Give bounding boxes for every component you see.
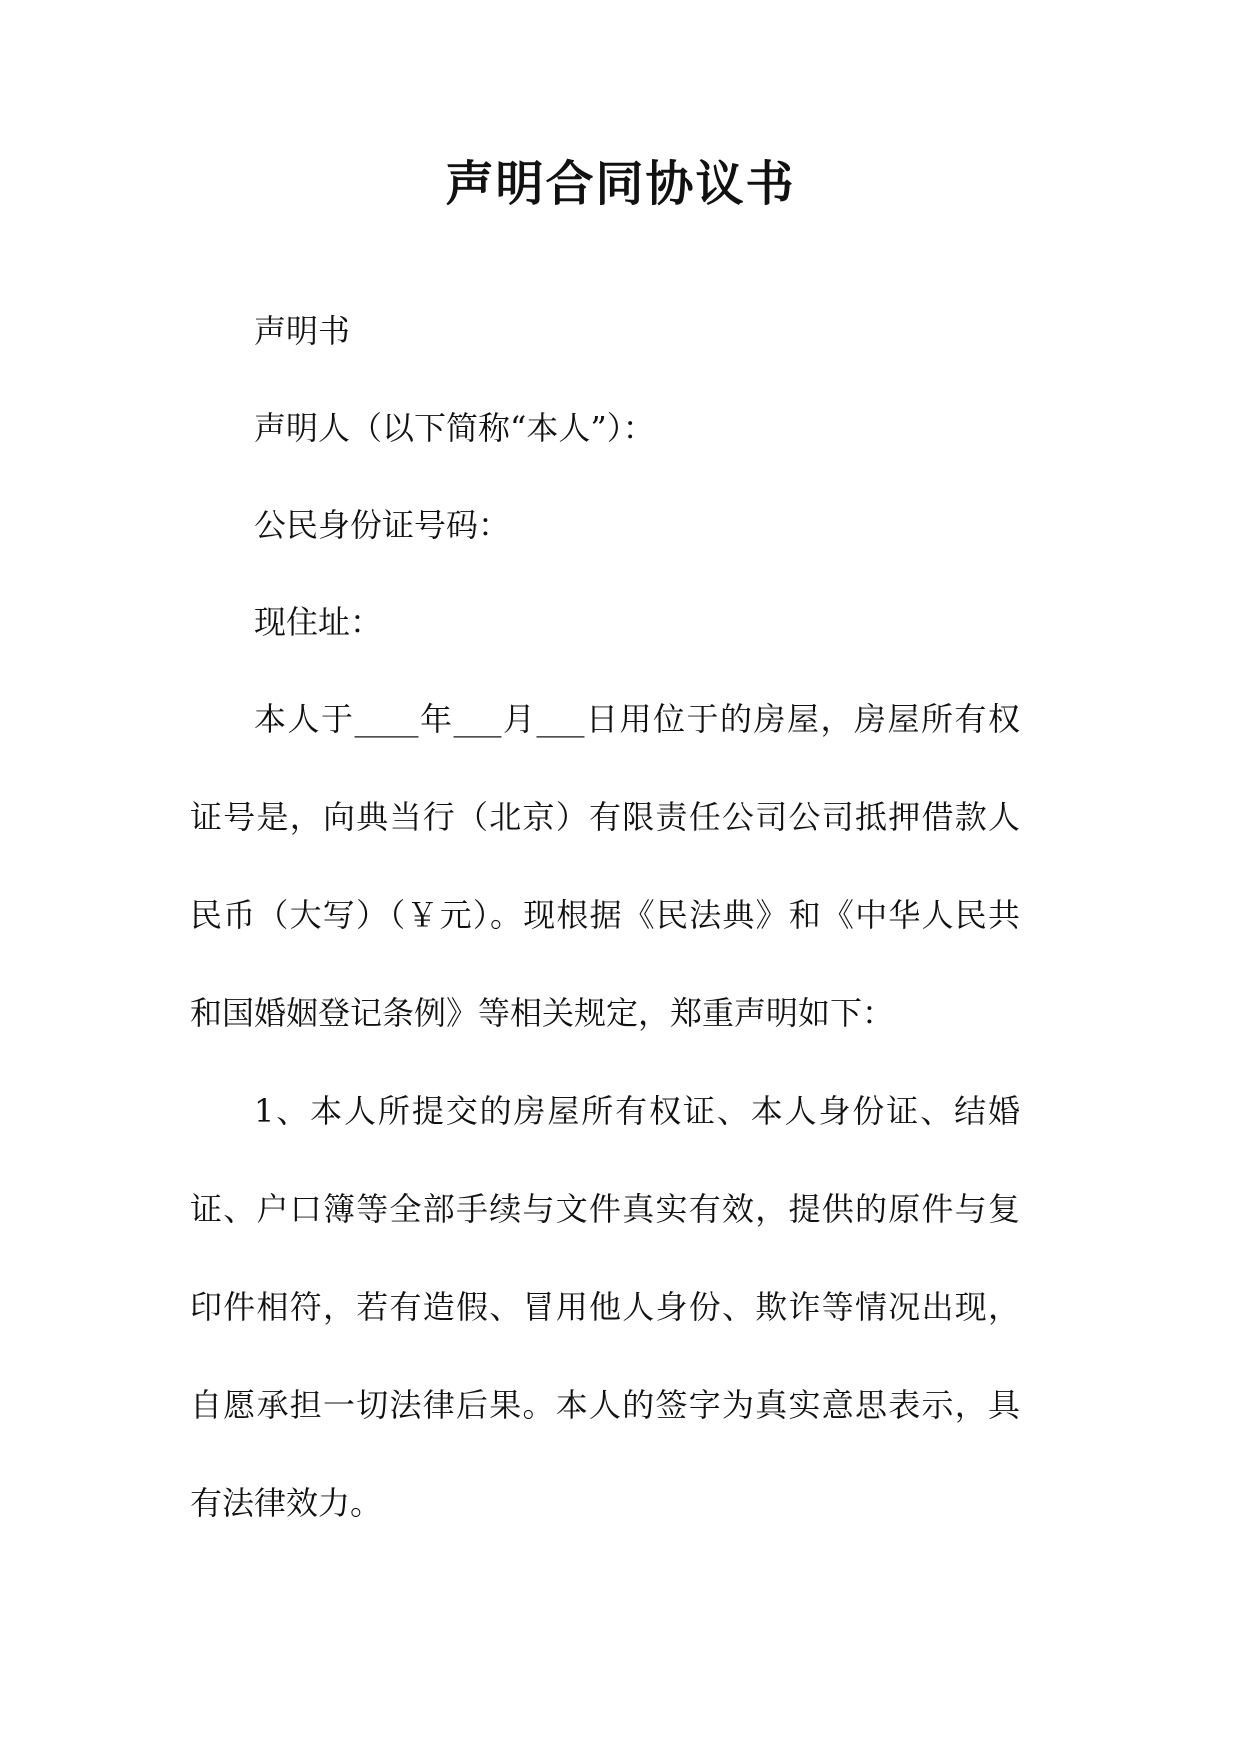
paragraph-declarant: 声明人（以下简称“本人”）： xyxy=(254,409,655,447)
paragraph-heading: 声明书 xyxy=(254,312,351,350)
paragraph-address: 现住址： xyxy=(254,603,383,641)
paragraph-loan-statement: 本人于____年___月___日用位于的房屋，房屋所有权证号是，向典当行（北京）有限责任公司公司抵押借款人民币（大写）（￥元）。现根据《民法典》和《中华人民共和国婚姻登记条例》等相关规定，郑重声明如下： xyxy=(190,700,1020,1032)
paragraph-id-number: 公民身份证号码： xyxy=(254,506,511,544)
paragraph-clause-1: 1、本人所提交的房屋所有权证、本人身份证、结婚证、户口簿等全部手续与文件真实有效，提供的原件与复印件相符，若有造假、冒用他人身份、欺诈等情况出现，自愿承担一切法律后果。本人的签字为真实意思表示，具有法律效力。 xyxy=(190,1092,1020,1522)
document-title: 声明合同协议书 xyxy=(445,156,796,212)
